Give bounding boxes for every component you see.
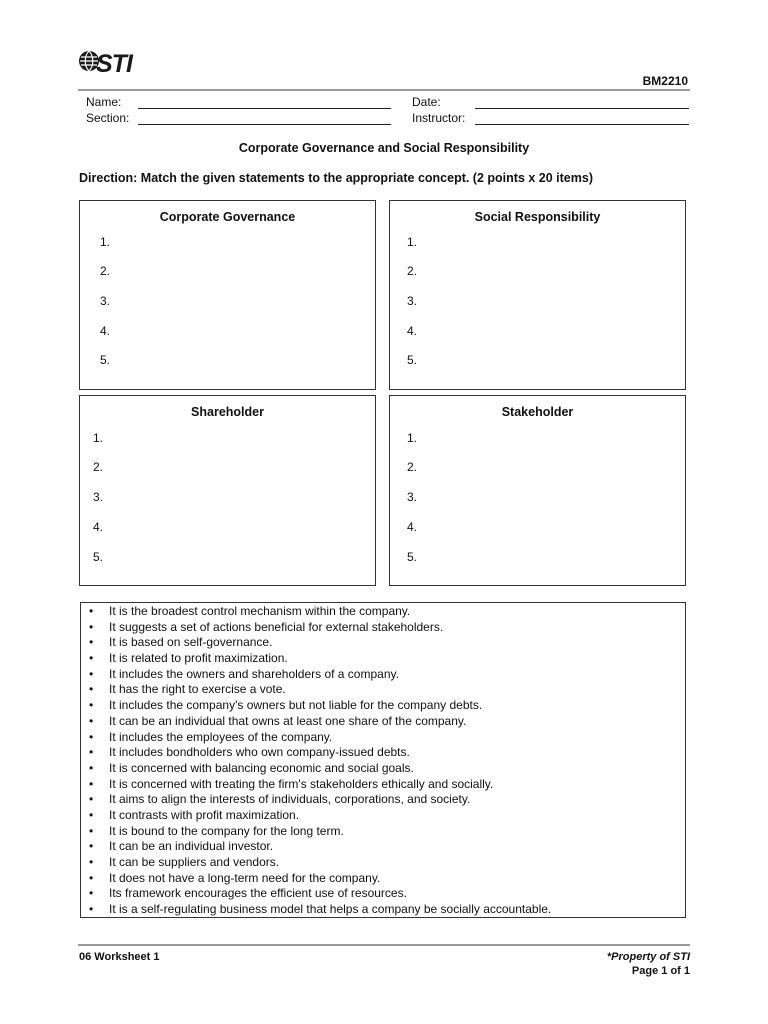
answer-number: 2. [93,460,104,474]
footer-divider [78,944,690,946]
box-title: Corporate Governance [159,210,296,224]
bullet: • [89,698,94,713]
statement-text: It has the right to exercise a vote. [109,682,286,697]
logo-text: STI [96,50,132,78]
bullet: • [89,776,94,791]
answer-number: 5. [407,550,418,564]
bullet: • [89,604,94,618]
bullet: • [89,886,94,901]
bullet: • [89,729,94,744]
statement-text: It aims to align the interests of individuals, corporations, and society. [109,792,471,807]
answer-number: 2. [407,460,418,474]
direction-text: Direction: Match the given statements to the appropriate concept. (2 points x 20 items) [79,171,593,185]
answer-number: 1. [407,235,418,249]
bullet: • [89,713,94,728]
page-number: Page 1 of 1 [631,965,690,977]
bullet: • [89,855,94,869]
statement-text: It includes the company's owners but not liable for the company debts. [109,698,483,713]
statement-text: It is related to profit maximization. [109,651,288,666]
statement-text: It can be suppliers and vendors. [109,855,280,869]
statement-text: It includes the owners and shareholders of a company. [109,666,399,681]
box-shareholder [79,395,376,586]
statements-box [80,602,686,918]
answer-number: 4. [407,520,418,534]
box-title: Stakeholder [501,405,574,419]
bullet: • [89,902,94,917]
answer-number: 1. [93,431,104,445]
answer-number: 4. [100,324,111,338]
box-title: Shareholder [191,405,264,419]
date-label: Date: [412,95,441,109]
bullet: • [89,839,94,854]
bullet: • [89,745,94,760]
answer-number: 4. [407,324,418,338]
answer-number: 3. [407,294,418,308]
instructor-line[interactable] [475,124,689,125]
statement-text: It is based on self-governance. [109,635,273,650]
bullet: • [89,666,94,681]
bullet: • [89,619,94,634]
statement-text: It includes bondholders who own company-issued debts. [109,745,410,760]
statement-text: It is concerned with treating the firm's stakeholders ethically and socially. [109,776,494,791]
statement-text: It is the broadest control mechanism within the company. [109,604,411,618]
answer-number: 2. [407,264,418,278]
bullet: • [89,760,94,775]
bullet: • [89,682,94,697]
statement-text: It includes the employees of the company. [109,729,333,744]
box-title: Social Responsibility [474,210,601,224]
answer-number: 4. [93,520,104,534]
answer-number: 5. [407,353,418,367]
property-label: *Property of STI [606,951,690,963]
bullet: • [89,792,94,807]
section-line[interactable] [138,124,391,125]
statement-text: It is concerned with balancing economic and social goals. [109,760,414,775]
course-code: BM2210 [642,74,688,88]
answer-number: 3. [407,490,418,504]
name-label: Name: [86,95,122,109]
statement-text: It is a self-regulating business model that helps a company be socially accountable. [109,902,552,917]
section-label: Section: [86,111,130,125]
answer-number: 3. [93,490,104,504]
answer-number: 3. [100,294,111,308]
box-corporate-governance [79,200,376,390]
worksheet-label: 06 Worksheet 1 [79,951,160,963]
bullet: • [89,807,94,822]
instructor-label: Instructor: [412,111,466,125]
bullet: • [89,823,94,838]
bullet: • [89,870,94,885]
statement-text: It contrasts with profit maximization. [109,807,300,822]
statement-text: It can be an individual that owns at least one share of the company. [109,713,467,728]
header-divider [78,89,690,91]
answer-number: 1. [100,235,111,249]
answer-number: 2. [100,264,111,278]
name-line[interactable] [138,108,391,109]
box-social-responsibility [389,200,686,390]
bullet: • [89,651,94,666]
statement-text: It is bound to the company for the long term. [109,823,344,838]
answer-number: 5. [100,353,111,367]
date-line[interactable] [475,108,689,109]
worksheet-title: Corporate Governance and Social Responsibility [238,141,530,155]
bullet: • [89,635,94,650]
statement-text: It does not have a long-term need for the company. [109,870,381,885]
statement-text: Its framework encourages the efficient use of resources. [109,886,407,901]
statement-text: It suggests a set of actions beneficial for external stakeholders. [109,619,444,634]
statement-text: It can be an individual investor. [109,839,274,854]
answer-number: 5. [93,550,104,564]
sti-logo [78,48,138,80]
answer-number: 1. [407,431,418,445]
box-stakeholder [389,395,686,586]
